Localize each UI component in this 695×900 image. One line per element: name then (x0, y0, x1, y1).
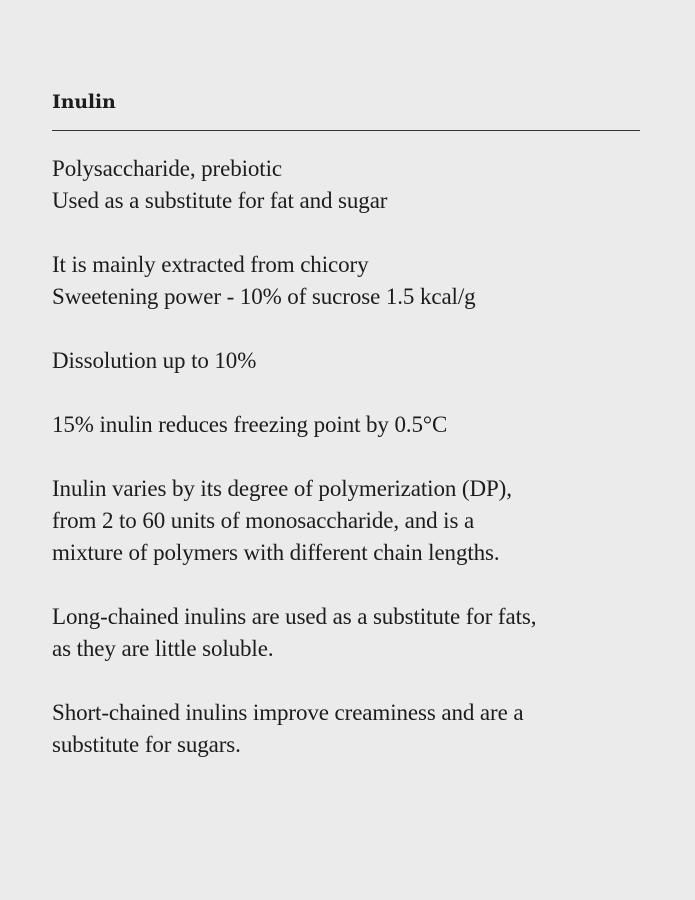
section-source (52, 249, 640, 313)
content-sections (52, 153, 640, 761)
section-classification (52, 153, 640, 217)
page-title: Inulin (52, 91, 116, 113)
section-short-chained (52, 697, 640, 761)
text-line: Sweetening power - 10% of sucrose 1.5 kcal/g (52, 284, 476, 309)
text-line: Dissolution up to 10% (52, 348, 257, 373)
section-dissolution (52, 345, 640, 377)
info-card (52, 88, 640, 793)
text-line: Long-chained inulins are used as a substitute for fats, (52, 604, 537, 629)
section-long-chained (52, 601, 640, 665)
section-polymerization (52, 473, 640, 569)
text-line: as they are little soluble. (52, 636, 274, 661)
section-freezing-point (52, 409, 640, 441)
text-line: from 2 to 60 units of monosaccharide, and is a (52, 508, 475, 533)
text-line: 15% inulin reduces freezing point by 0.5°C (52, 412, 448, 437)
text-line: Inulin varies by its degree of polymerization (DP), (52, 476, 512, 501)
text-line: mixture of polymers with different chain lengths. (52, 540, 500, 565)
text-line: Used as a substitute for fat and sugar (52, 188, 388, 213)
text-line: Short-chained inulins improve creaminess and are a (52, 700, 524, 725)
text-line: It is mainly extracted from chicory (52, 252, 369, 277)
title-divider (52, 130, 640, 131)
text-line: Polysaccharide, prebiotic (52, 156, 282, 181)
text-line: substitute for sugars. (52, 732, 241, 757)
